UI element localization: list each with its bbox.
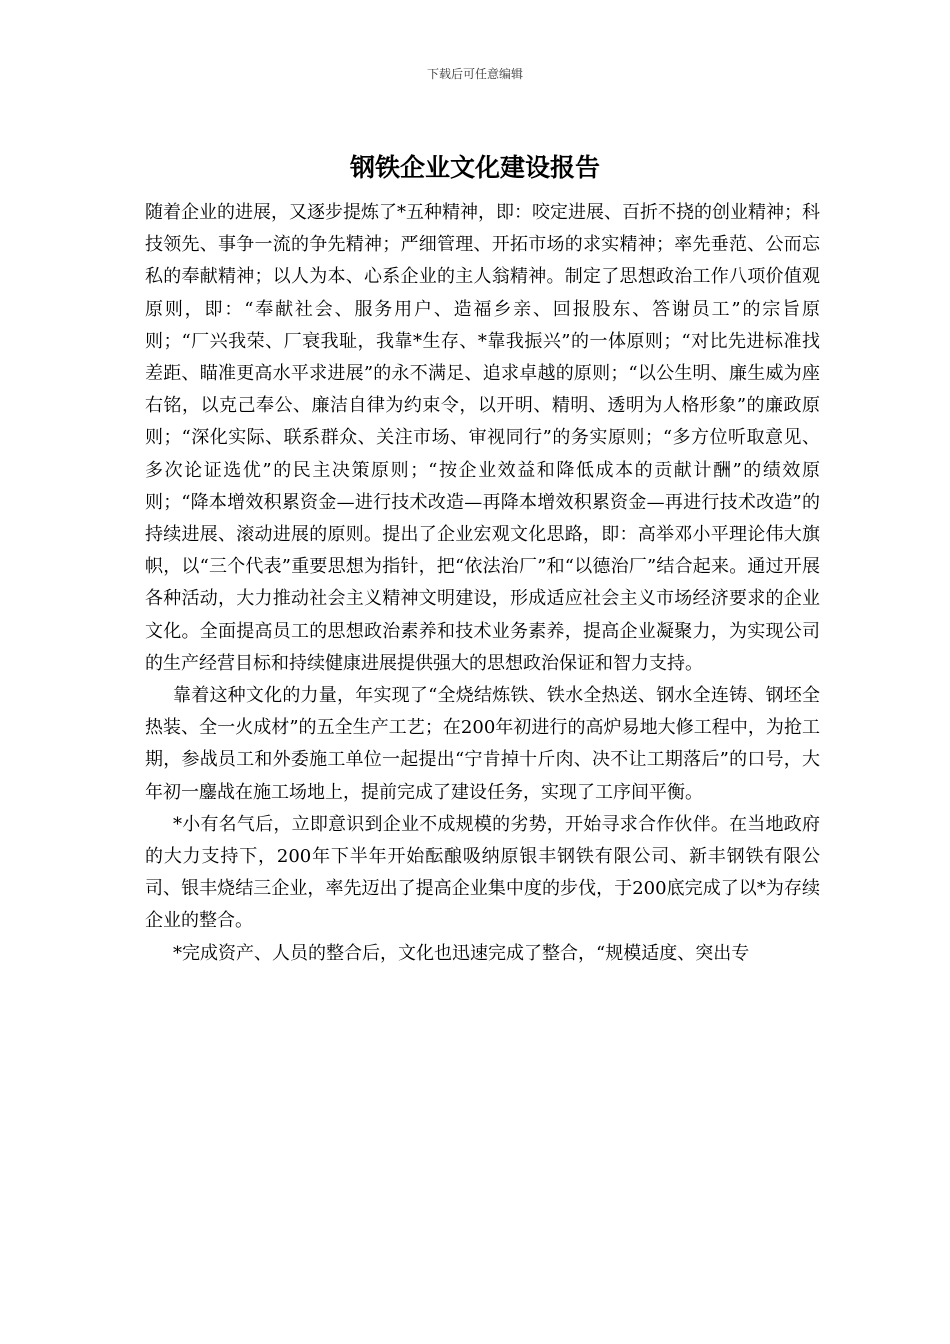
header-note: 下载后可任意编辑 — [426, 67, 523, 81]
paragraph-2: 靠着这种文化的力量，年实现了“全烧结炼铁、铁水全热送、钢水全连铸、钢坯全热装、全一火成材”的五全生产工艺；在200年初进行的高炉易地大修工程中，为抢工期，参战员工和外委施工单位一起提出“宁肯掉十斤肉、决不让工期落后”的口号，大年初一鏖战在施工场地上，提前完成了建设任务，实现了工序间平衡。 — [145, 685, 820, 803]
document-title: 钢铁企业文化建设报告 — [349, 153, 600, 182]
paragraph-1: 随着企业的进展，又逐步提炼了*五种精神，即：咬定进展、百折不挠的创业精神；科技领先、事争一流的争先精神；严细管理、开拓市场的求实精神；率先垂范、公而忘私的奉献精神；以人为本、心系企业的主人翁精神。制定了思想政治工作八项价值观原则，即：“奉献社会、服务用户、造福乡亲、回报股东、答谢员工”的宗旨原则；“厂兴我荣、厂衰我耻，我靠*生存、*靠我振兴”的一体原则；“对比先进标准找差距、瞄准更高水平求进展”的永不满足、追求卓越的原则；“以公生明、廉生威为座右铭，以克己奉公、廉洁自律为约束令，以开明、精明、透明为人格形象”的廉政原则；“深化实际、联系群众、关注市场、审视同行”的务实原则；“多方位听取意见、多次论证选优”的民主决策原则；“按企业效益和降低成本的贡献计酬”的绩效原则；“降本增效积累资金—进行技术改造—再降本增效积累资金—再进行技术改造”的持续进展、滚动进展的原则。提出了企业宏观文化思路，即：高举邓小平理论伟大旗帜，以“三个代表”重要思想为指针，把“依法治厂”和“以德治厂”结合起来。通过开展各种活动，大力推动社会主义精神文明建设，形成适应社会主义市场经济要求的企业文化。全面提高员工的思想政治素养和技术业务素养，提高企业凝聚力，为实现公司的生产经营目标和持续健康进展提供强大的思想政治保证和智力支持。 — [145, 202, 820, 674]
paragraph-3: *小有名气后，立即意识到企业不成规模的劣势，开始寻求合作伙伴。在当地政府的大力支持下，200年下半年开始酝酿吸纳原银丰钢铁有限公司、新丰钢铁有限公司、银丰烧结三企业，率先迈出了提高企业集中度的步伐，于200底完成了以*为存续企业的整合。 — [145, 813, 820, 932]
document-body — [145, 197, 820, 970]
paragraph-4: *完成资产、人员的整合后，文化也迅速完成了整合，“规模适度、突出专 — [173, 942, 750, 964]
